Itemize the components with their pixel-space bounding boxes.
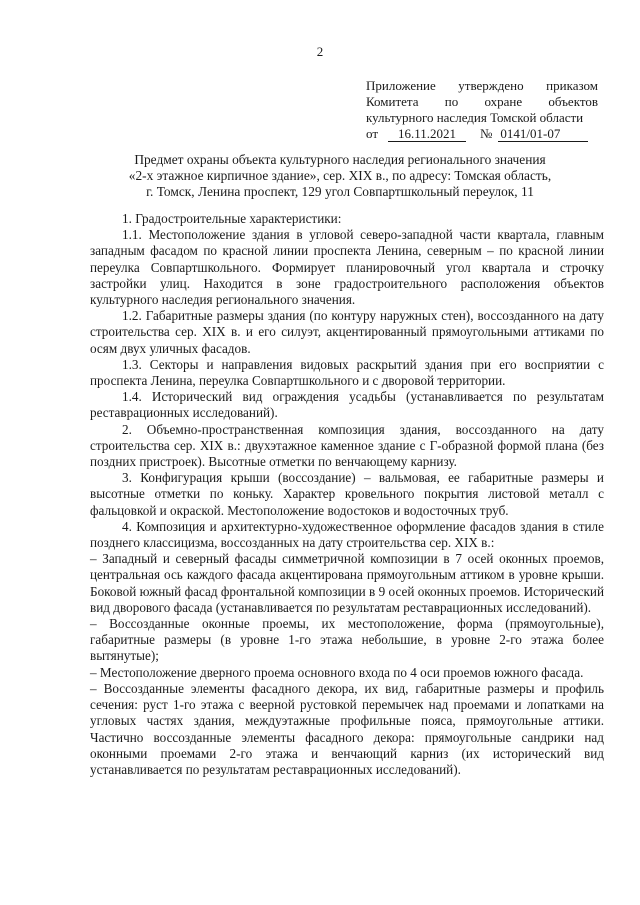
- paragraph-3: 3. Конфигурация крыши (воссоздание) – вальмовая, ее габаритные размеры и высотные отметки по коньку. Характер кровельного покрытия листовой металл с фальцовкой и окраской. Местоположение водостоков и водосточных труб.: [90, 470, 604, 518]
- approval-date: 16.11.2021: [388, 127, 466, 142]
- paragraph-1-2: 1.2. Габаритные размеры здания (по контуру наружных стен), воссозданного на дату строительства сер. XIX в. и его силуэт, акцентированный прямоугольными аттиками по осям двух уличных фасадов.: [90, 308, 604, 356]
- paragraph-2: 2. Объемно-пространственная композиция здания, воссозданного на дату строительства сер. XIX в.: двухэтажное каменное здание с Г-образной формой плана (без поздних пристроек). Высотные отметки по венчающему карнизу.: [90, 421, 604, 470]
- approval-block: [366, 78, 598, 142]
- document-body: [90, 211, 604, 778]
- paragraph-4: 4. Композиция и архитектурно-художественное оформление фасадов здания в стиле позднего классицизма, воссозданных на дату строительства сер. XIX в.:: [90, 518, 604, 551]
- approval-line-3: культурного наследия Томской области: [366, 110, 584, 125]
- title-line-1: Предмет охраны объекта культурного наследия регионального значения: [134, 152, 546, 167]
- approval-line-1: Приложение утверждено приказом: [366, 78, 598, 93]
- approval-number-sign: №: [480, 126, 493, 141]
- paragraph-1-1: 1.1. Местоположение здания в угловой северо-западной части квартала, главным западным фасадом по красной линии проспекта Ленина, северным – по красной линии переулка Совпартшкольного. Формирует планировочный угол квартала и строчку застройки улиц. Находится в зоне градостроительного расположения объектов культурного наследия регионального значения.: [90, 227, 604, 308]
- document-title: [70, 152, 610, 200]
- page-number: 2: [316, 44, 324, 59]
- approval-date-row: [366, 126, 598, 142]
- section-1-heading: 1. Градостроительные характеристики:: [122, 211, 342, 226]
- paragraph-1-3: 1.3. Секторы и направления видовых раскрытий здания при его восприятии с проспекта Ленина, переулка Совпартшкольного и с дворовой территории.: [90, 356, 604, 389]
- paragraph-1-4: 1.4. Исторический вид ограждения усадьбы (устанавливается по результатам реставрационных исследований).: [90, 389, 604, 421]
- approval-line-2: Комитета по охране объектов: [366, 94, 598, 109]
- approval-number: 0141/01-07: [498, 127, 588, 142]
- title-line-2: «2-х этажное кирпичное здание», сер. XIX в., по адресу: Томская область,: [128, 168, 552, 183]
- title-line-3: г. Томск, Ленина проспект, 129 угол Совпартшкольный переулок, 11: [146, 184, 534, 199]
- list-item-windows: – Воссозданные оконные проемы, их местоположение, форма (прямоугольные), габаритные размеры (в уровне 1-го этажа небольшие, в уровне 2-го этажа более вытянутые);: [90, 616, 604, 664]
- approval-from-label: от: [366, 126, 379, 141]
- list-item-facades: – Западный и северный фасады симметричной композиции в 7 осей оконных проемов, центральная ось каждого фасада акцентирована прямоугольным аттиком в уровне крыши. Боковой южный фасад фронтальной композиции в 9 осей оконных проемов. Исторический вид дворового фасада (устанавливается по результатам реставрационных исследований).: [90, 551, 604, 615]
- list-item-door: – Местоположение дверного проема основного входа по 4 оси проемов южного фасада.: [90, 664, 584, 680]
- list-item-decor: – Воссозданные элементы фасадного декора, их вид, габаритные размеры и профиль сечения: руст 1-го этажа с веерной рустовкой перемычек над проемами и лопатками на угловых частях здания, междуэтажные профильные пояса, прямоугольные аттики. Частично воссозданные элементы фасадного декора: прямоугольные сандрики над оконными проемами 2-го этажа и венчающий карниз (их исторический вид устанавливается по результатам реставрационных исследований).: [90, 680, 604, 777]
